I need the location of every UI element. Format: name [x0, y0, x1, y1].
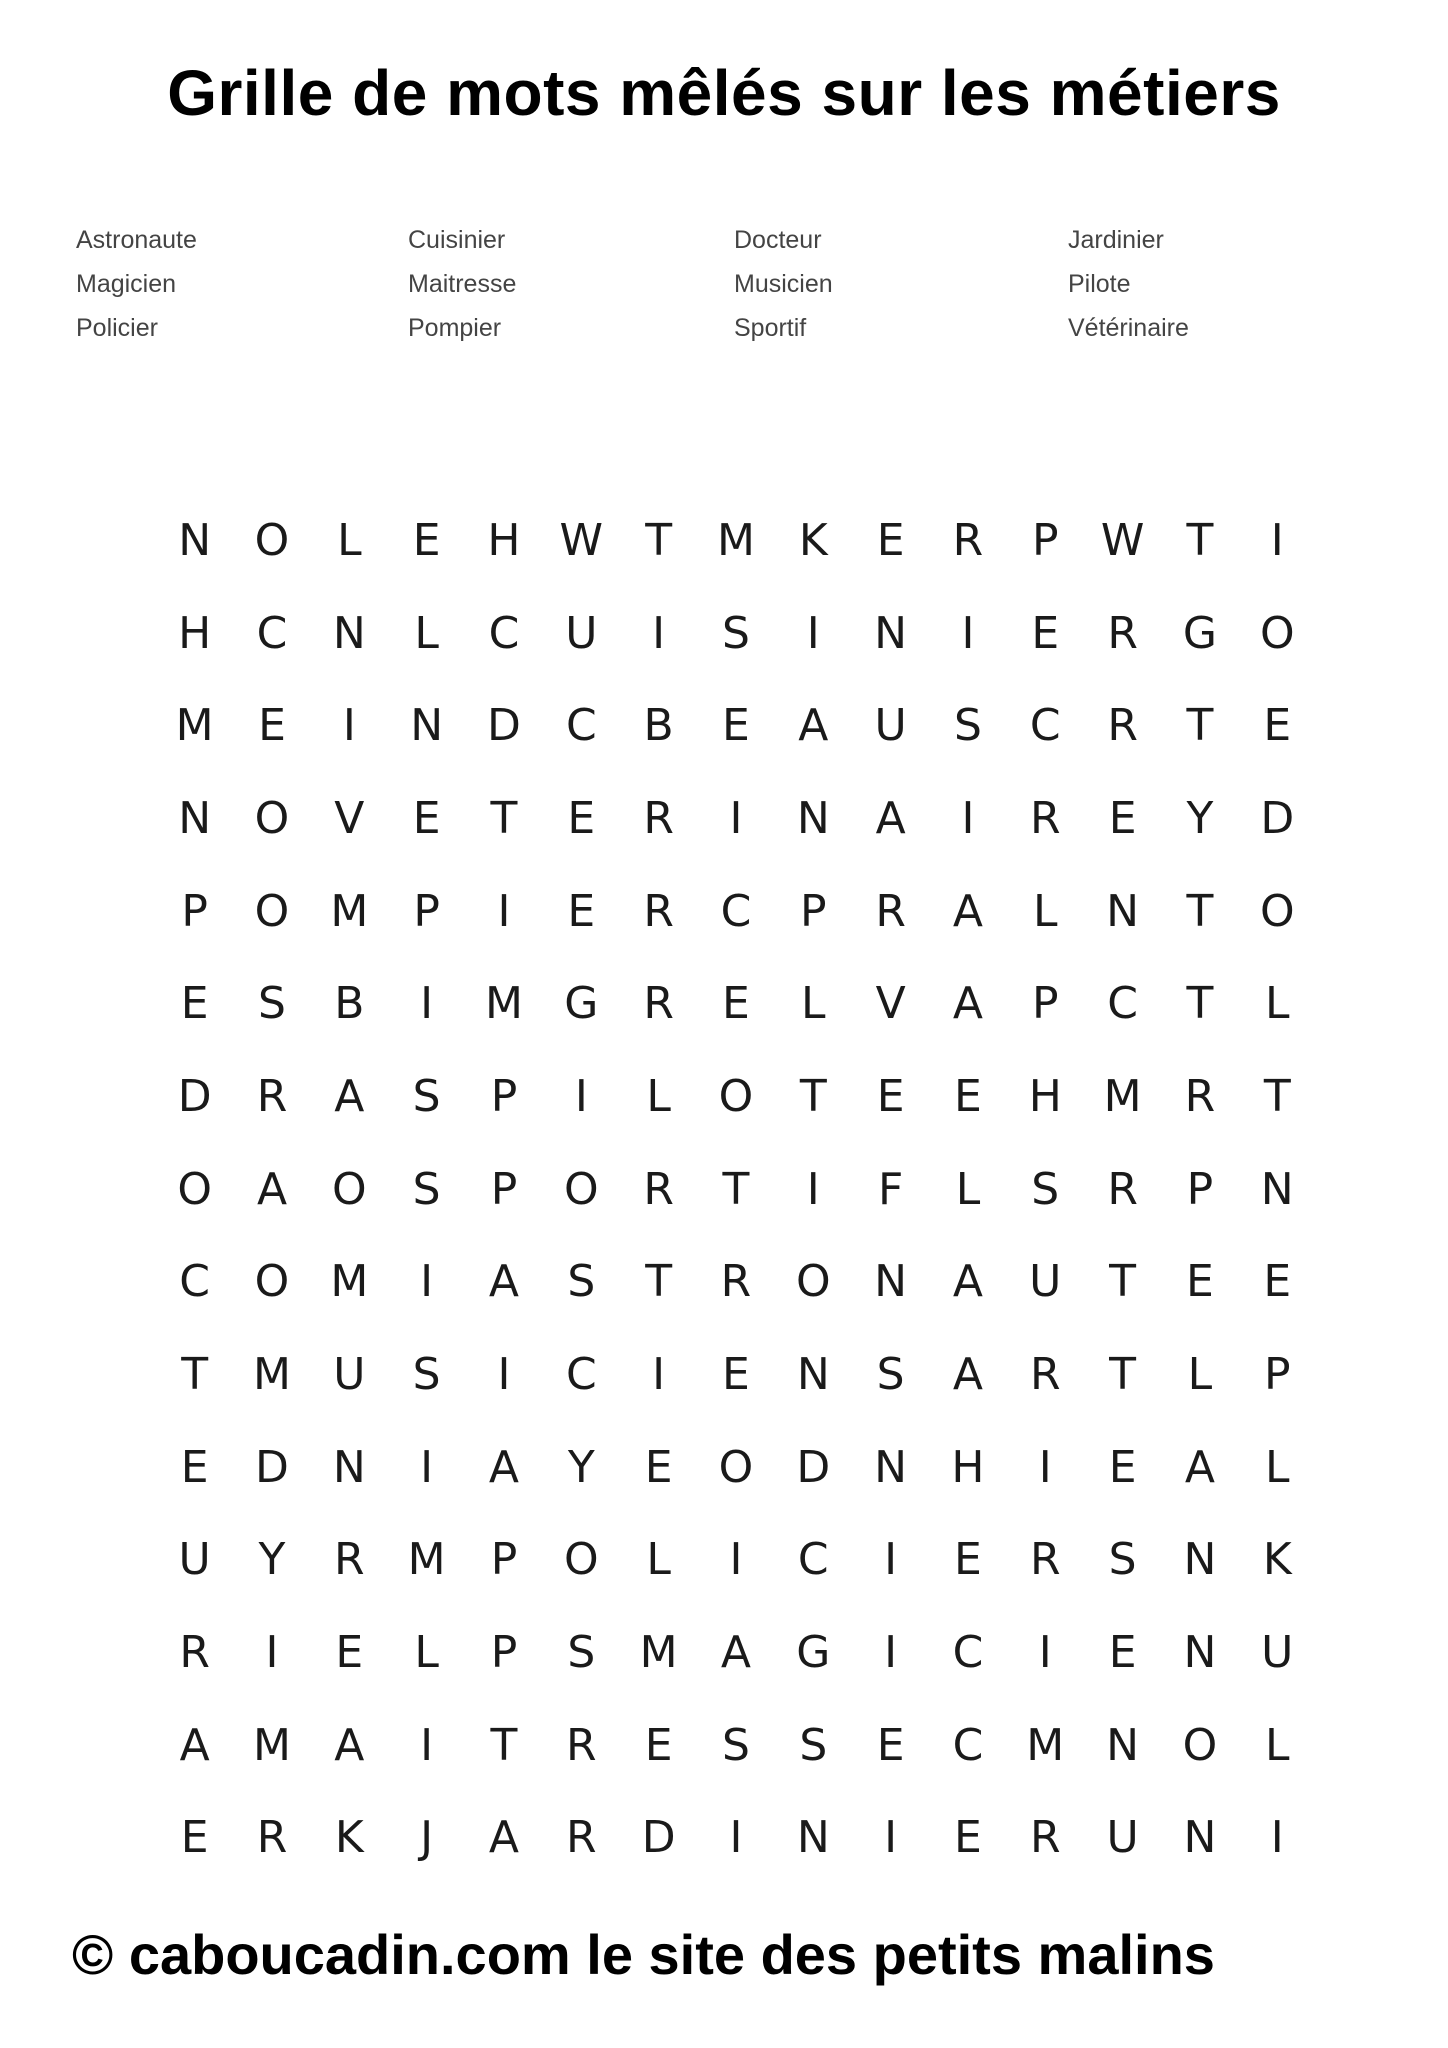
grid-cell[interactable]: A: [720, 1627, 752, 1679]
grid-cell[interactable]: P: [1186, 1163, 1214, 1215]
grid-cell[interactable]: D: [1260, 792, 1295, 844]
grid-cell[interactable]: R: [256, 1070, 288, 1122]
grid-cell[interactable]: O: [795, 1256, 831, 1308]
grid-cell[interactable]: T: [490, 1719, 518, 1771]
grid-cell[interactable]: T: [1186, 885, 1214, 937]
grid-cell[interactable]: S: [1031, 1163, 1060, 1215]
grid-cell[interactable]: M: [330, 885, 369, 937]
footer-credit: © caboucadin.com le site des petits malins: [72, 1923, 1215, 1986]
grid-cell[interactable]: E: [180, 1812, 209, 1864]
grid-cell[interactable]: T: [1186, 700, 1214, 752]
grid-cell[interactable]: H: [951, 1441, 985, 1493]
word-column-4: [1068, 218, 1189, 350]
word-item: Pilote: [1068, 270, 1131, 298]
grid-cell[interactable]: U: [178, 1534, 211, 1586]
grid-cell[interactable]: D: [177, 1070, 212, 1122]
grid-cell[interactable]: T: [1263, 1070, 1291, 1122]
grid-cell[interactable]: N: [874, 1256, 908, 1308]
grid-cell[interactable]: E: [876, 1070, 905, 1122]
grid-cell[interactable]: N: [1183, 1812, 1217, 1864]
grid-cell[interactable]: O: [254, 514, 290, 566]
grid-cell[interactable]: P: [490, 1627, 518, 1679]
grid-cell[interactable]: E: [722, 978, 750, 1030]
grid-cell[interactable]: I: [265, 1627, 279, 1679]
grid-cell[interactable]: T: [1109, 1349, 1137, 1401]
grid-cell[interactable]: E: [876, 514, 905, 566]
grid-cell[interactable]: A: [1184, 1441, 1215, 1493]
grid-cell[interactable]: E: [954, 1070, 982, 1122]
grid-cell[interactable]: P: [800, 885, 827, 937]
grid-cell[interactable]: I: [1038, 1627, 1052, 1679]
grid-cell[interactable]: N: [874, 607, 908, 659]
grid-cell[interactable]: A: [179, 1719, 210, 1771]
grid-cell[interactable]: I: [420, 1256, 434, 1308]
grid-cell[interactable]: R: [643, 1163, 674, 1215]
grid-cell[interactable]: I: [729, 792, 743, 844]
grid-cell[interactable]: P: [181, 885, 208, 937]
grid-cell[interactable]: C: [1029, 700, 1061, 752]
grid-cell[interactable]: P: [490, 1534, 518, 1586]
grid-cell[interactable]: I: [884, 1534, 898, 1586]
grid-cell[interactable]: R: [179, 1627, 210, 1679]
grid-cell[interactable]: M: [639, 1627, 678, 1679]
grid-cell[interactable]: S: [799, 1719, 828, 1771]
grid-cell[interactable]: I: [574, 1070, 588, 1122]
word-list: [76, 218, 1376, 358]
grid-cell[interactable]: I: [497, 885, 511, 937]
grid-cell[interactable]: R: [334, 1534, 365, 1586]
grid-cell[interactable]: H: [487, 514, 521, 566]
grid-cell[interactable]: R: [256, 1812, 288, 1864]
grid-cell[interactable]: A: [334, 1070, 365, 1122]
grid-cell[interactable]: S: [721, 607, 750, 659]
grid-cell[interactable]: M: [330, 1256, 369, 1308]
grid-cell[interactable]: N: [1106, 1719, 1140, 1771]
grid-cell[interactable]: R: [1184, 1070, 1216, 1122]
grid-cell[interactable]: C: [952, 1719, 984, 1771]
grid-cell[interactable]: E: [335, 1627, 364, 1679]
grid-cell[interactable]: S: [258, 978, 286, 1030]
grid-cell[interactable]: C: [565, 700, 597, 752]
grid-cell[interactable]: M: [1026, 1719, 1065, 1771]
grid-cell[interactable]: E: [876, 1719, 905, 1771]
word-item: Musicien: [734, 270, 833, 298]
grid-cell[interactable]: G: [796, 1627, 831, 1679]
word-column-1: [76, 218, 197, 350]
grid-cell[interactable]: E: [1186, 1256, 1214, 1308]
grid-cell[interactable]: A: [488, 1441, 520, 1493]
grid-cell[interactable]: N: [796, 1812, 830, 1864]
grid-cell[interactable]: N: [178, 792, 212, 844]
grid-cell[interactable]: L: [646, 1534, 671, 1586]
grid-cell[interactable]: O: [718, 1441, 754, 1493]
grid-cell[interactable]: P: [413, 885, 440, 937]
word-item: Cuisinier: [408, 226, 506, 254]
grid-cell[interactable]: I: [1038, 1441, 1052, 1493]
grid-cell[interactable]: I: [1270, 514, 1284, 566]
grid-cell[interactable]: W: [1100, 514, 1145, 566]
word-item: Sportif: [734, 314, 807, 342]
grid-cell[interactable]: G: [1182, 607, 1217, 659]
grid-cell[interactable]: E: [258, 700, 286, 752]
grid-cell[interactable]: A: [334, 1719, 365, 1771]
word-item: Maitresse: [408, 270, 517, 298]
grid-cell[interactable]: O: [254, 1256, 290, 1308]
grid-cell[interactable]: E: [722, 1349, 750, 1401]
grid-cell[interactable]: R: [643, 885, 674, 937]
grid-cell[interactable]: L: [1265, 1441, 1290, 1493]
grid-cell[interactable]: S: [721, 1719, 750, 1771]
grid-cell[interactable]: O: [563, 1163, 599, 1215]
grid-cell[interactable]: S: [412, 1070, 441, 1122]
grid-cell[interactable]: I: [420, 1441, 434, 1493]
grid-cell[interactable]: C: [1107, 978, 1138, 1030]
grid-cell[interactable]: A: [952, 885, 983, 937]
grid-cell[interactable]: O: [718, 1070, 754, 1122]
grid-cell[interactable]: I: [806, 607, 820, 659]
grid-cell[interactable]: H: [178, 607, 212, 659]
grid-cell[interactable]: I: [806, 1163, 820, 1215]
grid-cell[interactable]: B: [334, 978, 365, 1030]
grid-cell[interactable]: I: [884, 1812, 898, 1864]
grid-cell[interactable]: I: [420, 1719, 434, 1771]
grid-cell[interactable]: R: [720, 1256, 752, 1308]
grid-cell[interactable]: S: [567, 1256, 596, 1308]
grid-cell[interactable]: R: [1029, 1534, 1061, 1586]
grid-cell[interactable]: P: [490, 1163, 518, 1215]
grid-cell[interactable]: B: [643, 700, 674, 752]
grid-cell[interactable]: Y: [567, 1441, 595, 1493]
grid-cell[interactable]: P: [1263, 1349, 1291, 1401]
grid-cell[interactable]: R: [1107, 700, 1138, 752]
grid-cell[interactable]: R: [643, 978, 674, 1030]
grid-cell[interactable]: N: [1183, 1627, 1217, 1679]
grid-cell[interactable]: M: [407, 1534, 446, 1586]
grid-cell[interactable]: N: [1106, 885, 1140, 937]
word-item: Pompier: [408, 314, 502, 342]
grid-cell[interactable]: C: [488, 607, 520, 659]
grid-cell[interactable]: L: [414, 1627, 439, 1679]
grid-cell[interactable]: I: [729, 1534, 743, 1586]
grid-cell[interactable]: C: [179, 1256, 211, 1308]
grid-cell[interactable]: I: [884, 1627, 898, 1679]
grid-cell[interactable]: E: [1108, 1441, 1137, 1493]
grid-cell[interactable]: N: [178, 514, 212, 566]
grid-cell[interactable]: E: [1108, 1627, 1137, 1679]
grid-cell[interactable]: A: [798, 700, 829, 752]
grid-cell[interactable]: I: [961, 792, 975, 844]
grid-cell[interactable]: N: [1260, 1163, 1294, 1215]
grid-cell[interactable]: N: [410, 700, 444, 752]
grid-cell[interactable]: O: [1259, 885, 1295, 937]
grid-cell[interactable]: M: [1103, 1070, 1142, 1122]
grid-cell[interactable]: U: [333, 1349, 366, 1401]
grid-cell[interactable]: E: [954, 1534, 982, 1586]
grid-cell[interactable]: I: [420, 978, 434, 1030]
grid-cell[interactable]: M: [253, 1349, 291, 1401]
word-item: Docteur: [734, 226, 822, 254]
grid-cell[interactable]: T: [722, 1163, 750, 1215]
grid-cell[interactable]: D: [255, 1441, 289, 1493]
grid-cell[interactable]: C: [720, 885, 752, 937]
grid-cell[interactable]: I: [342, 700, 356, 752]
grid-cell[interactable]: E: [1108, 792, 1137, 844]
grid-cell[interactable]: K: [334, 1812, 364, 1864]
grid-cell[interactable]: J: [420, 1812, 434, 1864]
grid-cell[interactable]: L: [955, 1163, 981, 1215]
grid-cell[interactable]: P: [490, 1070, 518, 1122]
grid-cell[interactable]: U: [874, 700, 907, 752]
word-column-3: [734, 218, 833, 350]
grid-cell[interactable]: E: [180, 978, 209, 1030]
grid-cell[interactable]: E: [722, 700, 750, 752]
grid-cell[interactable]: R: [1029, 1812, 1061, 1864]
word-item: Jardinier: [1068, 226, 1164, 254]
grid-cell[interactable]: A: [952, 1349, 983, 1401]
grid-cell[interactable]: R: [566, 1719, 597, 1771]
grid-cell[interactable]: S: [1108, 1534, 1137, 1586]
grid-cell[interactable]: L: [1187, 1349, 1213, 1401]
word-item: Magicien: [76, 270, 177, 298]
grid-cell[interactable]: I: [497, 1349, 511, 1401]
grid-cell[interactable]: R: [1029, 792, 1061, 844]
grid-cell[interactable]: N: [874, 1441, 908, 1493]
grid-cell[interactable]: D: [796, 1441, 831, 1493]
grid-cell[interactable]: E: [1263, 1256, 1292, 1308]
grid-cell[interactable]: T: [799, 1070, 827, 1122]
grid-cell[interactable]: I: [729, 1812, 743, 1864]
grid-cell[interactable]: I: [652, 607, 666, 659]
grid-cell[interactable]: E: [1263, 700, 1292, 752]
grid-cell[interactable]: O: [254, 792, 290, 844]
word-column-2: [408, 218, 516, 350]
grid-cell[interactable]: D: [487, 700, 521, 752]
grid-cell[interactable]: L: [414, 607, 439, 659]
grid-cell[interactable]: R: [643, 792, 674, 844]
grid-cell[interactable]: V: [875, 978, 906, 1030]
grid-cell[interactable]: E: [412, 514, 441, 566]
grid-cell[interactable]: M: [175, 700, 214, 752]
grid-cell[interactable]: O: [1182, 1719, 1218, 1771]
grid-cell[interactable]: L: [1265, 978, 1290, 1030]
grid-cell[interactable]: R: [875, 885, 906, 937]
grid-cell[interactable]: P: [1032, 978, 1059, 1030]
grid-cell[interactable]: R: [952, 514, 984, 566]
word-item: Astronaute: [76, 226, 197, 254]
grid-cell[interactable]: E: [180, 1441, 209, 1493]
grid-cell[interactable]: A: [488, 1812, 520, 1864]
grid-cell[interactable]: T: [645, 514, 673, 566]
grid-cell[interactable]: A: [952, 978, 983, 1030]
grid-cell[interactable]: E: [412, 792, 441, 844]
grid-cell[interactable]: Y: [258, 1534, 286, 1586]
grid-cell[interactable]: N: [796, 792, 830, 844]
grid-cell[interactable]: U: [1261, 1627, 1294, 1679]
grid-cell[interactable]: C: [565, 1349, 597, 1401]
grid-cell[interactable]: L: [646, 1070, 671, 1122]
grid-cell[interactable]: S: [567, 1627, 596, 1679]
grid-cell[interactable]: A: [256, 1163, 288, 1215]
grid-cell[interactable]: E: [567, 885, 596, 937]
grid-cell[interactable]: E: [644, 1719, 673, 1771]
grid-cell[interactable]: P: [1032, 514, 1059, 566]
grid-cell[interactable]: Y: [1186, 792, 1214, 844]
grid-cell[interactable]: N: [332, 607, 366, 659]
word-item: Policier: [76, 314, 158, 342]
grid-cell[interactable]: G: [564, 978, 599, 1030]
grid-cell[interactable]: O: [563, 1534, 599, 1586]
grid-cell[interactable]: W: [559, 514, 604, 566]
grid-cell[interactable]: I: [1270, 1812, 1284, 1864]
grid-cell[interactable]: O: [254, 885, 290, 937]
grid-cell[interactable]: T: [1109, 1256, 1137, 1308]
grid-cell[interactable]: R: [1029, 1349, 1061, 1401]
grid-cell[interactable]: H: [1028, 1070, 1062, 1122]
grid-cell[interactable]: A: [875, 792, 906, 844]
grid-cell[interactable]: R: [1107, 607, 1138, 659]
grid-cell[interactable]: N: [1183, 1534, 1217, 1586]
grid-cell[interactable]: U: [1106, 1812, 1139, 1864]
grid-cell[interactable]: D: [641, 1812, 676, 1864]
grid-cell[interactable]: L: [1265, 1719, 1290, 1771]
page-title: Grille de mots mêlés sur les métiers: [167, 57, 1281, 129]
grid-cell[interactable]: S: [876, 1349, 905, 1401]
grid-cell[interactable]: E: [954, 1812, 982, 1864]
grid-cell[interactable]: K: [798, 514, 828, 566]
letter-grid: [156, 494, 1316, 1884]
grid-cell[interactable]: T: [1186, 514, 1214, 566]
grid-cell[interactable]: O: [332, 1163, 367, 1215]
grid-cell[interactable]: S: [953, 700, 982, 752]
grid-cell[interactable]: E: [567, 792, 596, 844]
grid-cell[interactable]: L: [1033, 885, 1058, 937]
grid-cell[interactable]: O: [177, 1163, 212, 1215]
grid-cell[interactable]: T: [1186, 978, 1214, 1030]
word-item: Vétérinaire: [1068, 314, 1189, 342]
grid-cell[interactable]: E: [644, 1441, 673, 1493]
grid-cell[interactable]: L: [337, 514, 362, 566]
grid-cell[interactable]: S: [412, 1163, 441, 1215]
grid-cell[interactable]: T: [490, 792, 518, 844]
grid-cell[interactable]: C: [952, 1627, 984, 1679]
grid-cell[interactable]: M: [253, 1719, 291, 1771]
grid-cell[interactable]: A: [488, 1256, 520, 1308]
grid-cell[interactable]: V: [334, 792, 365, 844]
grid-cell[interactable]: U: [565, 607, 598, 659]
grid-cell[interactable]: E: [1031, 607, 1060, 659]
grid-cell[interactable]: K: [1262, 1534, 1292, 1586]
grid-cell[interactable]: M: [484, 978, 523, 1030]
grid-cell[interactable]: M: [716, 514, 755, 566]
grid-cell[interactable]: I: [652, 1349, 666, 1401]
grid-cell[interactable]: F: [877, 1163, 904, 1215]
grid-cell[interactable]: C: [797, 1534, 829, 1586]
grid-cell[interactable]: C: [256, 607, 288, 659]
grid-cell[interactable]: L: [801, 978, 826, 1030]
grid-cell[interactable]: N: [796, 1349, 830, 1401]
grid-cell[interactable]: U: [1029, 1256, 1062, 1308]
grid-cell[interactable]: N: [332, 1441, 366, 1493]
grid-cell[interactable]: R: [566, 1812, 597, 1864]
grid-cell[interactable]: T: [645, 1256, 673, 1308]
grid-cell[interactable]: O: [1259, 607, 1295, 659]
grid-cell[interactable]: I: [961, 607, 975, 659]
grid-cell[interactable]: A: [952, 1256, 983, 1308]
grid-cell[interactable]: S: [412, 1349, 441, 1401]
grid-cell[interactable]: R: [1107, 1163, 1138, 1215]
grid-cell[interactable]: T: [181, 1349, 209, 1401]
